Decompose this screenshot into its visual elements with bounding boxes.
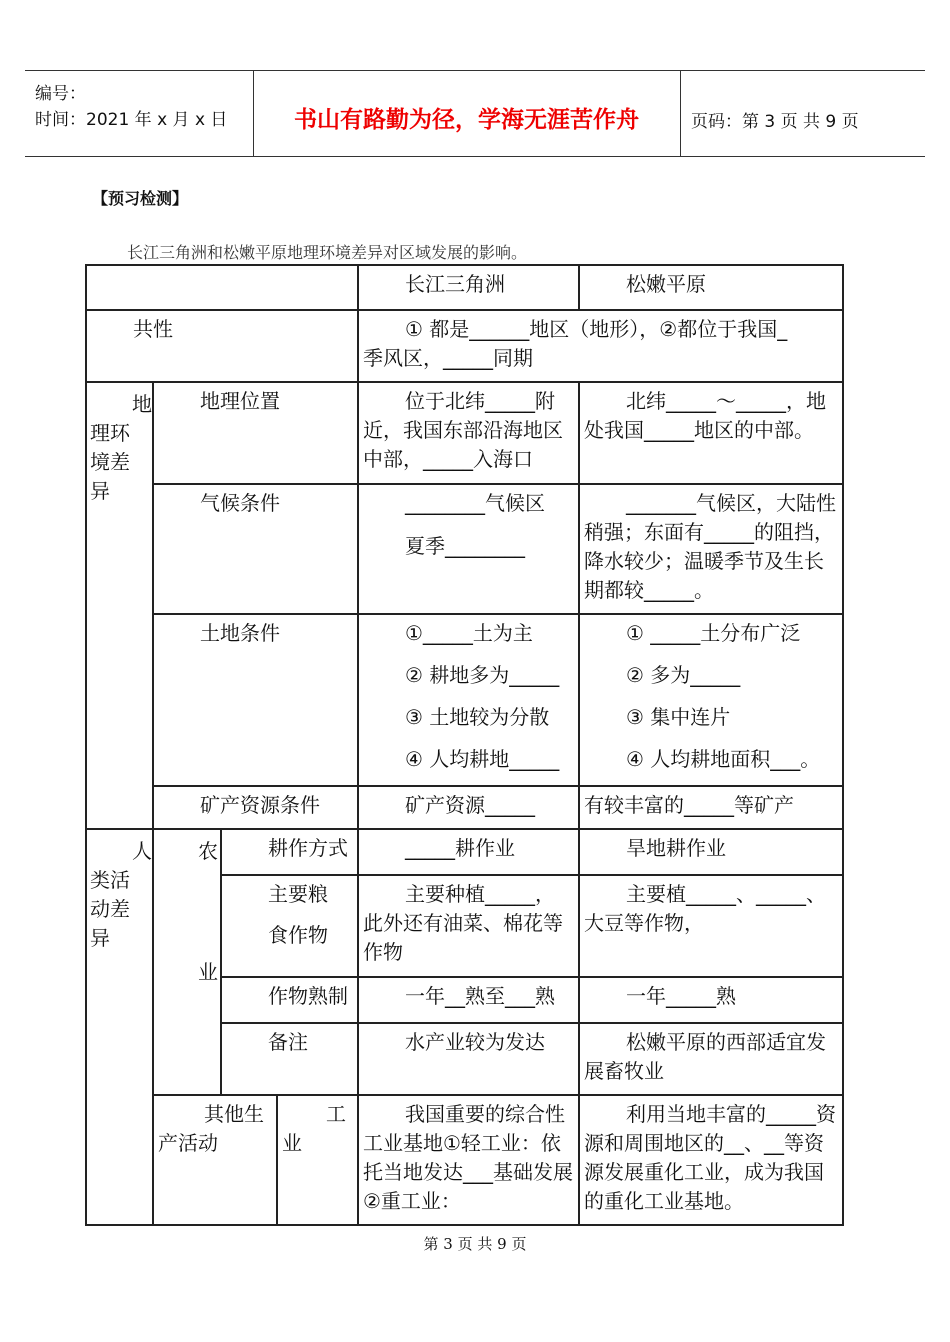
header-divider [680, 71, 681, 156]
header-page-info: 页码：第 3 页 共 9 页 [691, 112, 859, 132]
human-diff-rest [90, 866, 150, 953]
human-diff-group [85, 828, 154, 1226]
number-label: 编号： [35, 84, 86, 104]
industry-songnen: 利用当地丰富的_____资源和周围地区的__、__等资源发展重化工业，成为我国的重化工业基地。 [578, 1094, 844, 1226]
industry-yangtze: 我国重要的综合性工业基地①轻工业：依托当地发达___基础发展②重工业： [357, 1094, 580, 1226]
col-header-songnen: 松嫩平原 [578, 264, 844, 311]
human-diff-line3: 动差 [90, 897, 130, 921]
agri-char1: 农 [198, 839, 218, 863]
time-label: 时间：2021 年 x 月 x 日 [35, 110, 228, 130]
section-title: 【预习检测】 [92, 189, 189, 208]
industry-cell [276, 1094, 359, 1226]
human-diff-line2: 类活 [90, 868, 130, 892]
farming-yangtze: _____耕作业 [357, 828, 580, 876]
land-yangtze-item: ③ 土地较为分散 [405, 705, 550, 729]
crops-label [220, 874, 359, 978]
common-text-line1: ① 都是______地区（地形），②都位于我国_ [405, 317, 788, 341]
farming-songnen: 旱地耕作业 [578, 828, 844, 876]
page-header [25, 70, 925, 157]
comparison-table [85, 264, 844, 1226]
land-songnen-item: ③ 集中连片 [626, 705, 731, 729]
geo-diff-rest [90, 419, 150, 506]
land-songnen-item: ① _____土分布广泛 [626, 621, 801, 645]
crops-yangtze: 主要种植_____，此外还有油菜、棉花等作物 [357, 874, 580, 978]
land-yangtze-item: ④ 人均耕地_____ [405, 747, 560, 771]
climate-yangtze-line1: ________气候区 [405, 491, 545, 515]
climate-songnen: _______气候区，大陆性稍强；东面有_____的阻挡，降水较少；温暖季节及生长期都较_____。 [578, 483, 844, 615]
common-label: 共性 [85, 309, 359, 383]
common-text-line2: 季风区，_____同期 [363, 346, 533, 370]
climate-label: 气候条件 [152, 483, 359, 615]
land-yangtze-item: ② 耕地多为_____ [405, 663, 560, 687]
crops-label-line1: 主要粮 [268, 882, 328, 906]
ripening-yangtze: 一年__熟至___熟 [357, 976, 580, 1024]
farming-label: 耕作方式 [220, 828, 359, 876]
land-yangtze-item: ①_____土为主 [405, 621, 533, 645]
header-meta [35, 81, 227, 133]
other-label: 其他生产活动 [152, 1094, 278, 1226]
intro-text: 长江三角洲和松嫩平原地理环境差异对区域发展的影响。 [127, 243, 528, 262]
crops-label-line2: 食作物 [268, 923, 328, 947]
geo-diff-char1: 地 [132, 392, 152, 416]
land-yangtze [357, 613, 580, 787]
common-text [357, 309, 844, 383]
land-label: 土地条件 [152, 613, 359, 787]
location-songnen: 北纬_____～_____，地处我国_____地区的中部。 [578, 381, 844, 485]
land-songnen-item: ④ 人均耕地面积___。 [626, 747, 821, 771]
location-yangtze: 位于北纬_____附近，我国东部沿海地区中部，_____入海口 [357, 381, 580, 485]
location-label: 地理位置 [152, 381, 359, 485]
agri-char2: 业 [198, 960, 218, 984]
ripening-songnen: 一年_____熟 [578, 976, 844, 1024]
geo-diff-line2: 理环 [90, 421, 130, 445]
land-songnen-item: ② 多为_____ [626, 663, 741, 687]
crops-songnen: 主要植_____、_____、大豆等作物， [578, 874, 844, 978]
geo-diff-line3: 境差 [90, 450, 130, 474]
land-songnen [578, 613, 844, 787]
mineral-yangtze: 矿产资源_____ [357, 785, 580, 830]
industry-label: 工业 [282, 1102, 346, 1155]
mineral-label: 矿产资源条件 [152, 785, 359, 830]
col-header-yangtze: 长江三角洲 [357, 264, 580, 311]
table-corner-cell [85, 264, 359, 311]
mineral-songnen: 有较丰富的_____等矿产 [578, 785, 844, 830]
notes-yangtze: 水产业较为发达 [357, 1022, 580, 1096]
geo-diff-group [85, 381, 154, 830]
climate-yangtze [357, 483, 580, 615]
page-footer: 第 3 页 共 9 页 [423, 1235, 527, 1253]
geo-diff-line4: 异 [90, 479, 110, 503]
human-diff-char1: 人 [132, 839, 152, 863]
header-motto: 书山有路勤为径，学海无涯苦作舟 [294, 106, 639, 133]
ripening-label: 作物熟制 [220, 976, 359, 1024]
notes-songnen: 松嫩平原的西部适宜发展畜牧业 [578, 1022, 844, 1096]
notes-label: 备注 [220, 1022, 359, 1096]
human-diff-line4: 异 [90, 926, 110, 950]
agriculture-group [152, 828, 222, 1096]
climate-yangtze-line2: 夏季________ [405, 534, 525, 558]
